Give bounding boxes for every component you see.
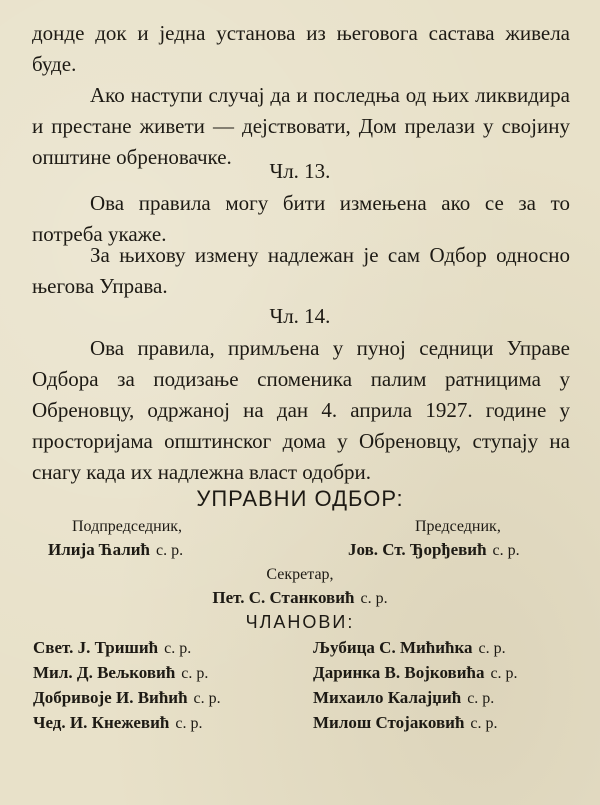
secretary-role: Секретар,	[266, 566, 334, 583]
president-sr: с. р.	[492, 542, 520, 559]
member-row: Мил. Д. Вељковић с. р.	[33, 663, 209, 682]
paragraph-amendment: Ова правила могу бити измењена ако се за то потреба укаже.	[32, 191, 570, 246]
vice-president-role: Подпредседник,	[72, 518, 183, 535]
paragraph-liquidation: Ако наступи случај да и последња од њих ликвидира и престане живети — дејствовати, Дом прелази у својину општине обреновачке.	[32, 83, 570, 169]
members-title: ЧЛАНОВИ:	[245, 612, 355, 632]
article-heading-14: Чл. 14.	[269, 304, 331, 328]
vice-president-sr: с. р.	[156, 542, 184, 559]
member-row: Свет. Ј. Тришић с. р.	[33, 638, 192, 657]
members-right-list	[313, 638, 518, 738]
president-name: Јов. Ст. Ђорђевић	[348, 540, 487, 559]
secretary-sr: с. р.	[360, 590, 388, 607]
paragraph-competence: За њихову измену надлежан је сам Одбор односно његова Управа.	[32, 243, 570, 298]
president-signature	[348, 540, 520, 560]
member-row: Љубица С. Мићићка с. р.	[313, 638, 506, 657]
member-row: Михаило Калајџић с. р.	[313, 688, 495, 707]
member-row: Даринка В. Војковића с. р.	[313, 663, 518, 682]
member-row: Чед. И. Кнежевић с. р.	[33, 713, 203, 732]
secretary-signature	[0, 588, 600, 608]
paragraph-continuation: донде док и једна установа из његовога састава живела буде.	[32, 21, 570, 76]
secretary-name: Пет. С. Станковић	[212, 588, 355, 607]
president-role: Председник,	[415, 518, 501, 535]
member-row: Милош Стојаковић с. р.	[313, 713, 498, 732]
vice-president-name: Илија Ћалић	[48, 540, 150, 559]
paragraph-adoption: Ова правила, примљена у пуној седници Управе Одбора за подизање споменика палим ратницима у Обреновцу, одржаној на дан 4. априла 1927. године у просторијама општинског дома у Обреновцу, ступају на снагу када их надлежна власт одобри.	[32, 336, 570, 484]
board-title: УПРАВНИ ОДБОР:	[196, 486, 404, 511]
vice-president-signature	[48, 540, 183, 560]
member-row: Добривоје И. Вићић с. р.	[33, 688, 221, 707]
article-heading-13: Чл. 13.	[269, 159, 331, 183]
members-left-list	[33, 638, 221, 738]
